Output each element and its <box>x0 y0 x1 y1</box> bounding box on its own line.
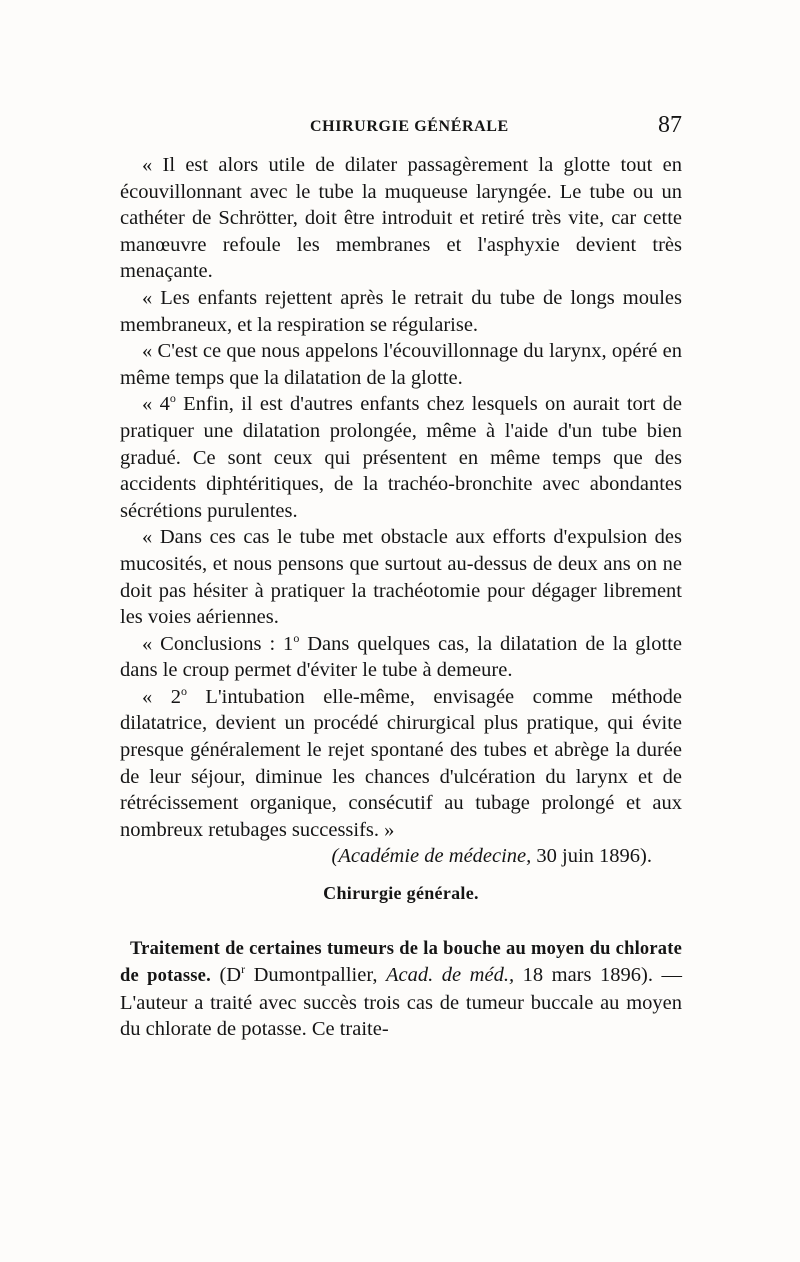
author-prefix: (D <box>210 964 242 987</box>
article-paragraph <box>120 935 682 1043</box>
paragraph <box>120 391 682 524</box>
journal-name: Acad. de méd., <box>386 964 515 987</box>
article-title: Traitement de certaines tumeurs de la bouche au moyen du chlorate de potasse. <box>120 939 682 987</box>
citation-date: 30 juin 1896). <box>531 845 652 868</box>
page-header <box>120 112 682 144</box>
citation-source: (Académie de médecine, <box>331 845 532 868</box>
paragraph-prefix: « 4 <box>142 393 170 416</box>
paragraph-body: L'intubation elle-même, envisagée comme méthode dilatatrice, devient un procédé chirurgical plus pratique, qui évite presque généralement le rejet spontané des tubes et abrège la durée de leur séjour, diminue les chances d'ulcération du larynx et de rétrécissement organique, consécutif au tubage prolongé et aux nombreux retubages successifs. » <box>120 685 682 841</box>
paragraph <box>120 684 682 844</box>
paragraph: « Dans ces cas le tube met obstacle aux efforts d'expulsion des mucosités, et nous pensons que surtout au-dessus de deux ans on ne doit pas hésiter à pratiquer la trachéotomie pour dégager librement les voies aériennes. <box>120 526 682 629</box>
article-body: 18 mars 1896). — L'auteur a traité avec succès trois cas de tumeur buccale au moyen du chlorate de potasse. Ce traite- <box>120 964 682 1041</box>
article <box>120 935 682 1043</box>
author-title-superscript: r <box>241 962 246 977</box>
paragraph: « Il est alors utile de dilater passagèrement la glotte tout en écouvillonnant avec le tube la muqueuse laryngée. Le tube ou un cathéter de Schrötter, doit être introduit et retiré très vite, car cette manœuvre refoule les membranes et l'asphyxie devient très menaçante. <box>120 154 682 283</box>
page-number: 87 <box>658 112 682 138</box>
paragraph-prefix: « Conclusions : 1 <box>142 632 294 655</box>
quoted-text <box>120 152 682 870</box>
paragraph-body: Enfin, il est d'autres enfants chez lesquels on aurait tort de pratiquer une dilatation prolongée, même à l'aide d'un tube bien gradué. Ce sont ceux qui présentent en même temps que des accidents diphtéritiques, de la trachéo-bronchite avec abondantes sécrétions purulentes. <box>120 393 683 522</box>
author-name: Dumontpallier, <box>245 964 387 987</box>
paragraph <box>120 631 682 684</box>
paragraph: « Les enfants rejettent après le retrait du tube de longs moules membraneux, et la respiration se régularise. <box>120 286 682 336</box>
section-title: Chirurgie générale. <box>323 883 479 903</box>
ordinal-superscript: o <box>180 684 187 699</box>
paragraph-body: Dans quelques cas, la dilatation de la glotte dans le croup permet d'éviter le tube à demeure. <box>120 632 682 682</box>
ordinal-superscript: o <box>293 630 300 645</box>
ordinal-superscript: o <box>169 391 176 406</box>
running-title: CHIRURGIE GÉNÉRALE <box>310 118 509 135</box>
paragraph: « C'est ce que nous appelons l'écouvillonnage du larynx, opéré en même temps que la dilatation de la glotte. <box>120 340 682 389</box>
citation <box>120 843 682 870</box>
paragraph-prefix: « 2 <box>142 685 181 708</box>
